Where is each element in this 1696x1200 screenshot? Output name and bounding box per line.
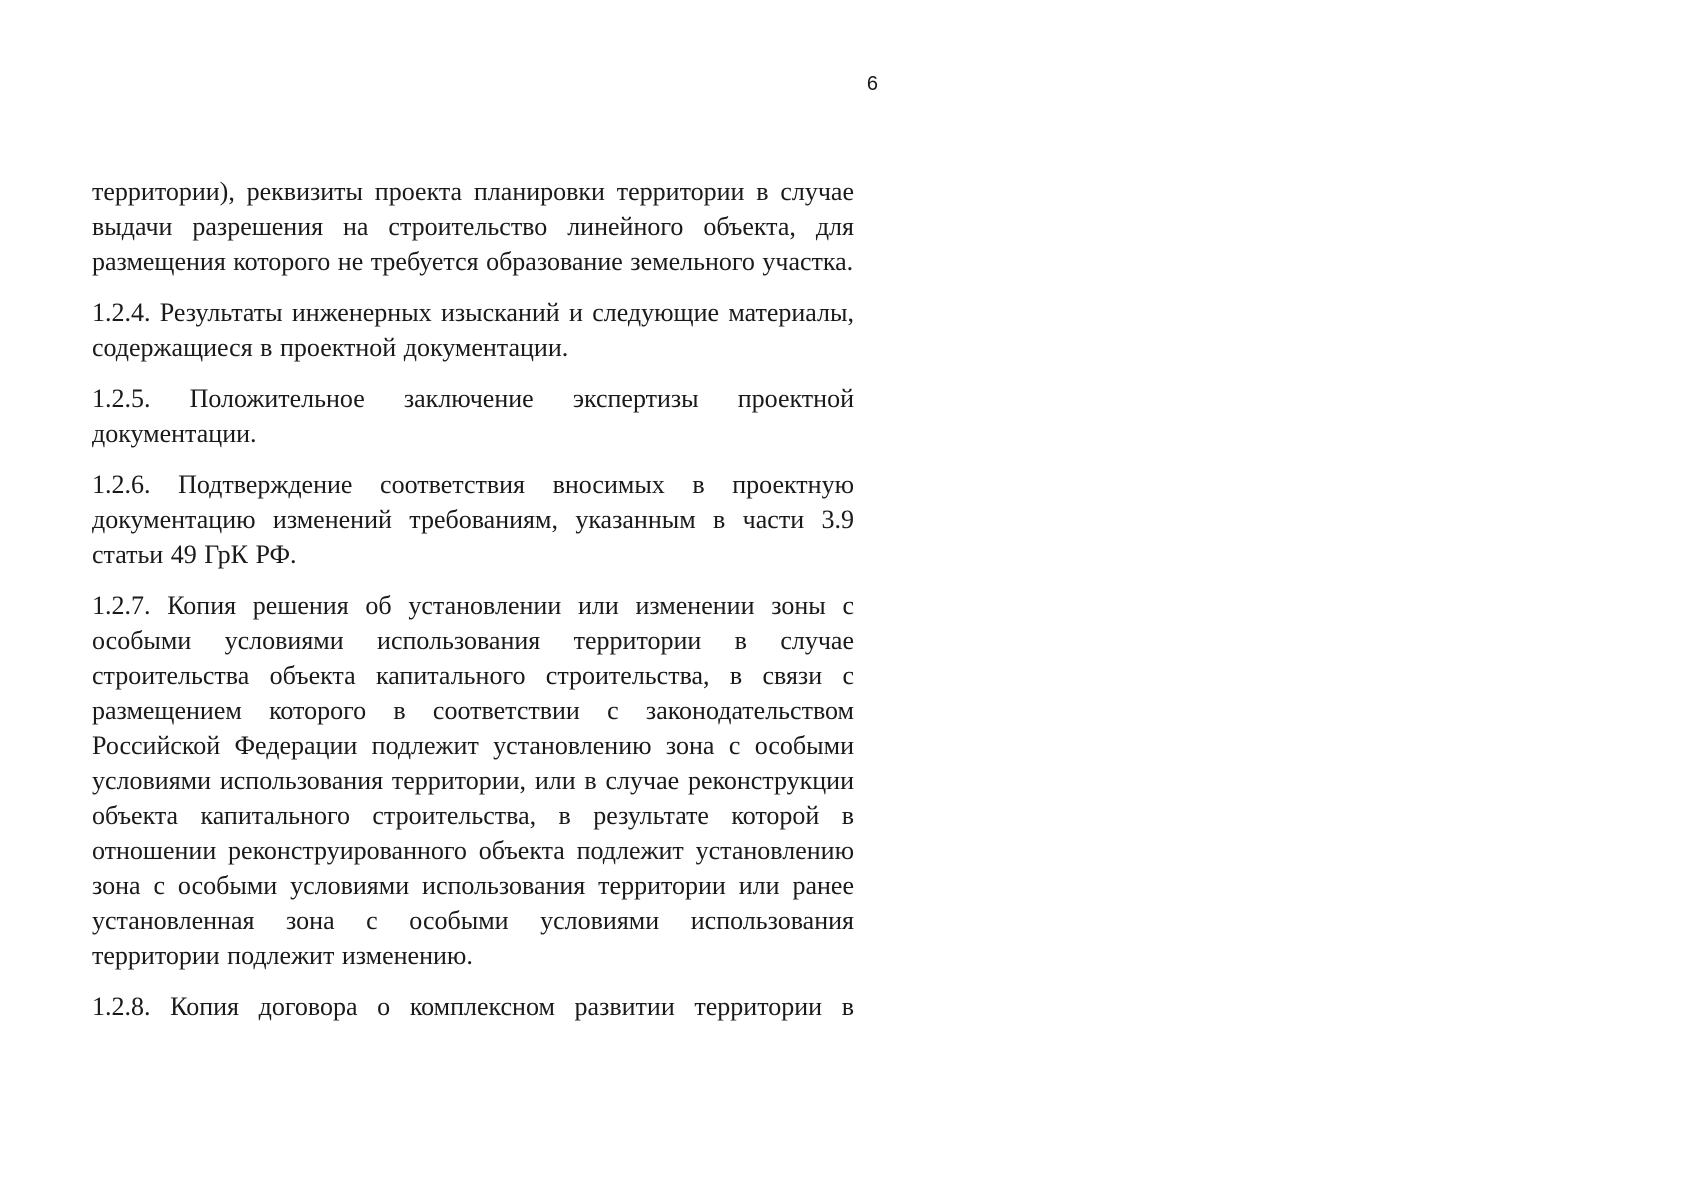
- document-body: [92, 174, 854, 1040]
- paragraph-continuation: территории), реквизиты проекта планировки территории в случае выдачи разрешения на строительство линейного объекта, для размещения которого не требуется образование земельного участка.: [92, 177, 854, 276]
- page-number: 6: [866, 73, 878, 95]
- paragraph-1-2-5: 1.2.5. Положительное заключение экспертизы проектной документации.: [92, 384, 854, 448]
- paragraph-1-2-4: 1.2.4. Результаты инженерных изысканий и следующие материалы, содержащиеся в проектной документации.: [92, 298, 854, 362]
- paragraph-1-2-6: 1.2.6. Подтверждение соответствия вносимых в проектную документацию изменений требованиям, указанным в части 3.9 статьи 49 ГрК РФ.: [92, 470, 854, 569]
- paragraph-1-2-8: 1.2.8. Копия договора о комплексном развитии территории в: [92, 992, 854, 1021]
- paragraph-1-2-7: 1.2.7. Копия решения об установлении или изменении зоны с особыми условиями использования территории в случае строительства объекта капитального строительства, в связи с размещением которого в соответствии с законодательством Российской Федерации подлежит установлению зона с особыми условиями использования территории, или в случае реконструкции объекта капитального строительства, в результате которой в отношении реконструированного объекта подлежит установлению зона с особыми условиями использования территории или ранее установленная зона с особыми условиями использования территории подлежит изменению.: [92, 591, 854, 970]
